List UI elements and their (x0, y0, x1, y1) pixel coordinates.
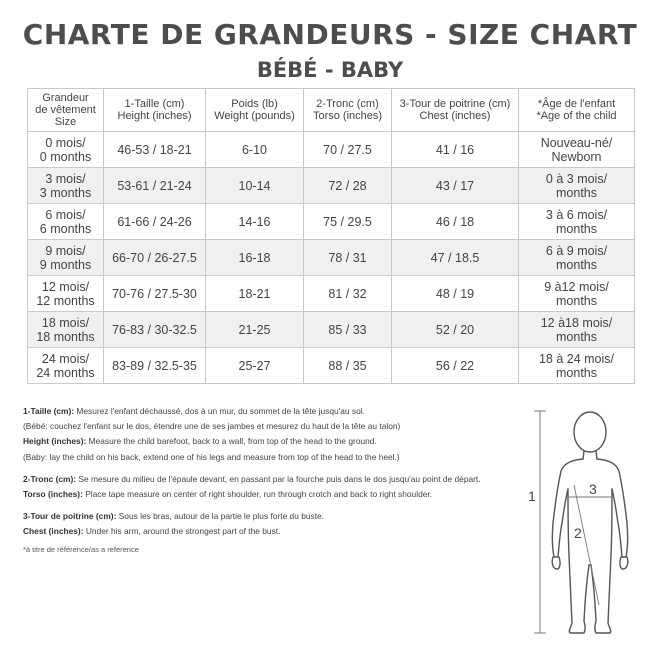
cell-age: 12 à18 mois/ months (519, 312, 635, 348)
figure-label-1: 1 (528, 488, 536, 504)
cell-age: 6 à 9 mois/ months (519, 240, 635, 276)
cell-age: 18 à 24 mois/ months (519, 348, 635, 384)
note-height-en-baby: (Baby: lay the child on his back, extend one of his legs and measure from top of the head to the heel.) (23, 451, 400, 462)
figure-label-3: 3 (589, 481, 597, 497)
cell-size: 3 mois/ 3 months (28, 168, 104, 204)
table-row (28, 132, 635, 168)
cell-height: 70-76 / 27.5-30 (104, 276, 206, 312)
note-height-en: Height (inches): Measure the child barefoot, back to a wall, from top of the head to the ground. (23, 436, 377, 447)
cell-weight: 25-27 (206, 348, 304, 384)
cell-chest: 56 / 22 (392, 348, 519, 384)
cell-torso: 81 / 32 (304, 276, 392, 312)
cell-weight: 14-16 (206, 204, 304, 240)
figure-label-2: 2 (574, 525, 582, 541)
header-size: Grandeur de vêtement Size (28, 89, 104, 132)
cell-size: 12 mois/ 12 months (28, 276, 104, 312)
cell-weight: 21-25 (206, 312, 304, 348)
note-height-fr: 1-Taille (cm): Mesurez l'enfant déchaussé, dos à un mur, du sommet de la tête jusqu'au sol. (23, 406, 365, 416)
cell-torso: 72 / 28 (304, 168, 392, 204)
header-age: *Âge de l'enfant *Age of the child (519, 89, 635, 132)
child-measurement-figure-icon (524, 405, 634, 640)
reference-note: *à titre de référence/as a reference (23, 545, 139, 554)
cell-height: 83-89 / 32.5-35 (104, 348, 206, 384)
note-torso-fr: 2-Tronc (cm): Se mesure du milieu de l'épaule devant, en passant par la fourche puis dans le dos jusqu'au point de départ. (23, 473, 481, 484)
cell-chest: 52 / 20 (392, 312, 519, 348)
size-chart-table (27, 88, 635, 384)
page-title: CHARTE DE GRANDEURS - SIZE CHART (22, 18, 638, 51)
cell-size: 24 mois/ 24 months (28, 348, 104, 384)
cell-weight: 10-14 (206, 168, 304, 204)
cell-torso: 78 / 31 (304, 240, 392, 276)
cell-weight: 16-18 (206, 240, 304, 276)
header-chest: 3-Tour de poitrine (cm) Chest (inches) (392, 89, 519, 132)
cell-size: 0 mois/ 0 months (28, 132, 104, 168)
cell-chest: 43 / 17 (392, 168, 519, 204)
header-torso: 2-Tronc (cm) Torso (inches) (304, 89, 392, 132)
page-subtitle: BÉBÉ - BABY (256, 58, 404, 82)
cell-chest: 47 / 18.5 (392, 240, 519, 276)
cell-height: 76-83 / 30-32.5 (104, 312, 206, 348)
table-row (28, 168, 635, 204)
cell-height: 61-66 / 24-26 (104, 204, 206, 240)
cell-size: 6 mois/ 6 months (28, 204, 104, 240)
measurement-notes (23, 404, 523, 540)
cell-height: 66-70 / 26-27.5 (104, 240, 206, 276)
note-torso-en: Torso (inches): Place tape measure on center of right shoulder, run through crotch and back to right shoulder. (23, 489, 433, 500)
table-row (28, 348, 635, 384)
note-height-fr-baby: (Bébé: couchez l'enfant sur le dos, étendre une de ses jambes et mesurez du haut de la tête au talon) (23, 421, 401, 432)
table-row (28, 312, 635, 348)
cell-chest: 46 / 18 (392, 204, 519, 240)
table-row (28, 204, 635, 240)
cell-torso: 85 / 33 (304, 312, 392, 348)
cell-torso: 75 / 29.5 (304, 204, 392, 240)
table-row (28, 276, 635, 312)
cell-age: Nouveau-né/ Newborn (519, 132, 635, 168)
cell-height: 53-61 / 21-24 (104, 168, 206, 204)
cell-torso: 70 / 27.5 (304, 132, 392, 168)
table-header-row (28, 89, 635, 132)
cell-age: 0 à 3 mois/ months (519, 168, 635, 204)
cell-weight: 6-10 (206, 132, 304, 168)
note-chest-en: Chest (inches): Under his arm, around the strongest part of the bust. (23, 526, 281, 537)
header-height: 1-Taille (cm) Height (inches) (104, 89, 206, 132)
cell-chest: 48 / 19 (392, 276, 519, 312)
cell-weight: 18-21 (206, 276, 304, 312)
cell-size: 9 mois/ 9 months (28, 240, 104, 276)
cell-chest: 41 / 16 (392, 132, 519, 168)
cell-age: 3 à 6 mois/ months (519, 204, 635, 240)
header-weight: Poids (lb) Weight (pounds) (206, 89, 304, 132)
table-row (28, 240, 635, 276)
child-figure-svg (524, 405, 634, 640)
note-chest-fr: 3-Tour de poitrine (cm): Sous les bras, autour de la partie le plus forte du buste. (23, 511, 325, 522)
cell-size: 18 mois/ 18 months (28, 312, 104, 348)
cell-age: 9 à12 mois/ months (519, 276, 635, 312)
cell-height: 46-53 / 18-21 (104, 132, 206, 168)
cell-torso: 88 / 35 (304, 348, 392, 384)
